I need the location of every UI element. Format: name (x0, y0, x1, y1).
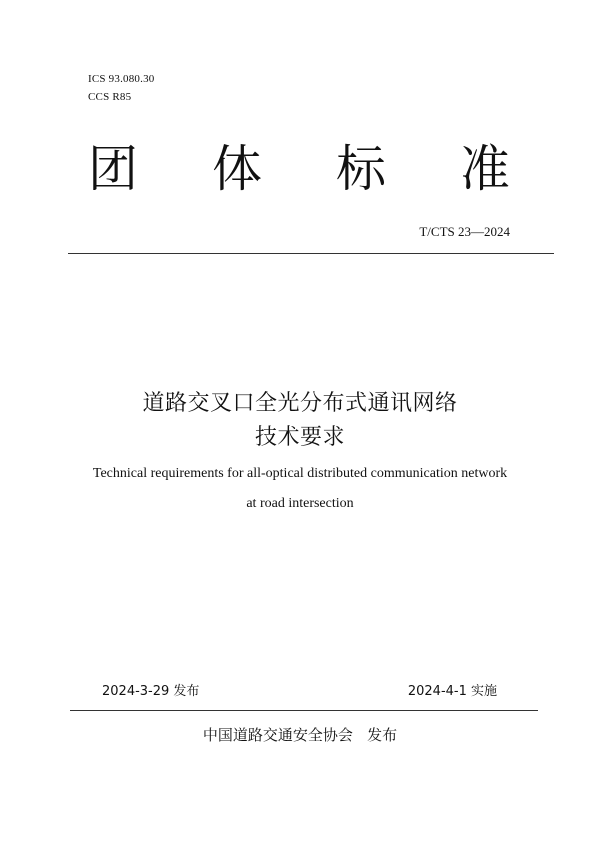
ccs-code: CCS R85 (88, 91, 132, 103)
ics-code: ICS 93.080.30 (88, 73, 155, 85)
publisher: 中国道路交通安全协会 发布 (202, 726, 398, 744)
standard-type-char: 准 (460, 140, 510, 198)
title-en-line1: Technical requirements for all-optical distributed communication network (92, 466, 508, 481)
title-cn-line2: 技术要求 (254, 425, 345, 450)
top-divider (68, 253, 554, 254)
standard-type-char: 团 (88, 140, 138, 198)
standard-number: T/CTS 23—2024 (419, 224, 510, 239)
standard-type-char: 体 (212, 140, 262, 198)
bottom-divider (70, 710, 538, 711)
publish-date: 2024-3-29 发布 (102, 684, 200, 699)
title-en-line2: at road intersection (246, 496, 354, 511)
standard-type-heading (88, 134, 510, 204)
implement-date: 2024-4-1 实施 (407, 684, 497, 699)
standard-type-char: 标 (336, 140, 386, 198)
title-cn-line1: 道路交叉口全光分布式通讯网络 (142, 391, 458, 416)
